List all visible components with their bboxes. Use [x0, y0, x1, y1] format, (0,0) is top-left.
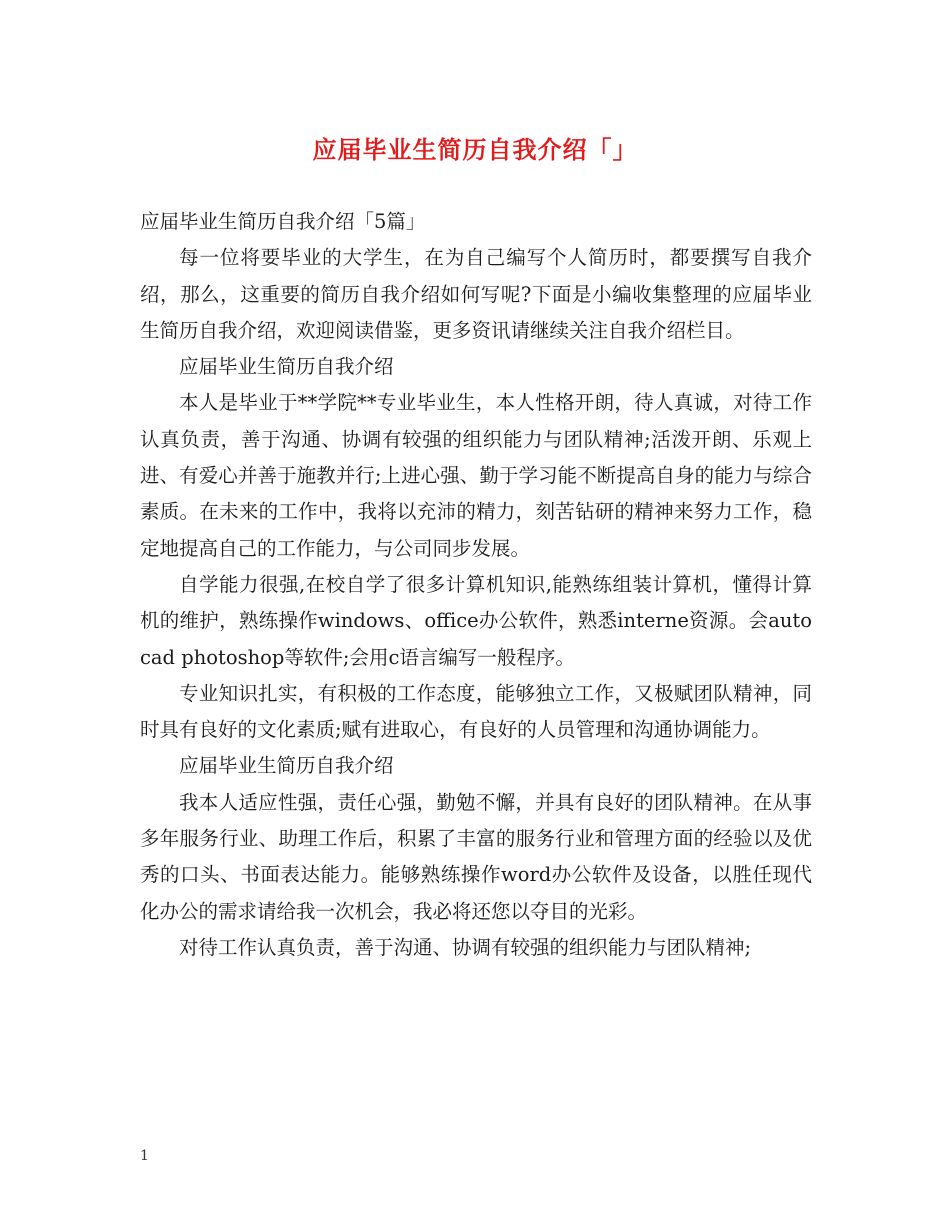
paragraph-body: 对待工作认真负责，善于沟通、协调有较强的组织能力与团队精神;	[179, 935, 752, 959]
section-heading-1: 应届毕业生简历自我介绍	[179, 355, 394, 379]
paragraph-intro: 每一位将要毕业的大学生，在为自己编写个人简历时，都要撰写自我介绍，那么，这重要的简历自我介绍如何写呢?下面是小编收集整理的应届毕业生简历自我介绍，欢迎阅读借鉴，更多资讯请继续关注自我介绍栏目。	[140, 246, 812, 342]
paragraph-body: 本人是毕业于**学院**专业毕业生，本人性格开朗，待人真诚，对待工作认真负责，善于沟通、协调有较强的组织能力与团队精神;活泼开朗、乐观上进、有爱心并善于施教并行;上进心强、勤于学习能不断提高自身的能力与综合素质。在未来的工作中，我将以充沛的精力，刻苦钻研的精神来努力工作，稳定地提高自己的工作能力，与公司同步发展。	[140, 391, 812, 560]
paragraph-body: 专业知识扎实，有积极的工作态度，能够独立工作，又极赋团队精神，同时具有良好的文化素质;赋有进取心，有良好的人员管理和沟通协调能力。	[140, 681, 812, 742]
paragraph-subtitle: 应届毕业生简历自我介绍「5篇」	[140, 210, 426, 233]
document-title: 应届毕业生简历自我介绍「」	[312, 135, 638, 164]
page-number: 1	[140, 1148, 149, 1164]
section-heading-2: 应届毕业生简历自我介绍	[179, 754, 394, 778]
paragraph-body: 自学能力很强,在校自学了很多计算机知识,能熟练组装计算机，懂得计算机的维护，熟练操作windows、office办公软件，熟悉interne资源。会auto cad photoshop等软件;会用c语言编写一般程序。	[140, 572, 812, 669]
paragraph-body: 我本人适应性强，责任心强，勤勉不懈，并具有良好的团队精神。在从事多年服务行业、助理工作后，积累了丰富的服务行业和管理方面的经验以及优秀的口头、书面表达能力。能够熟练操作word办公软件及设备，以胜任现代化办公的需求请给我一次机会，我必将还您以夺目的光彩。	[140, 790, 812, 923]
document-body	[140, 204, 812, 966]
